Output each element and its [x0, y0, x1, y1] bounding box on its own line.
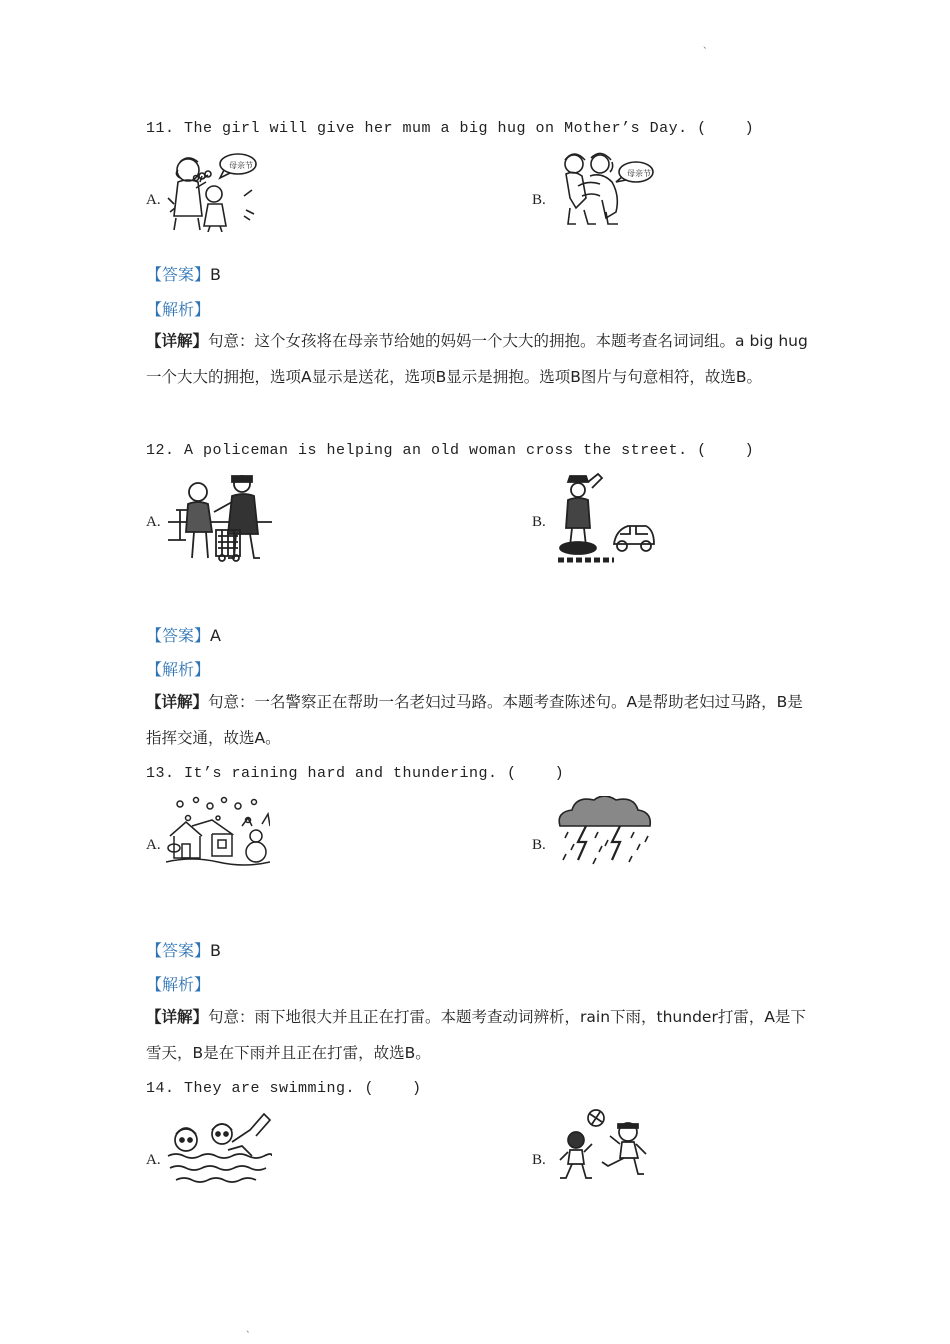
question-13-option-a-label: A.: [146, 837, 161, 853]
header-mark: 、: [703, 41, 713, 51]
question-11-stem: 11. The girl will give her mum a big hug on Mother’s Day. ( ): [146, 120, 755, 137]
question-13-stem: 13. It’s raining hard and thundering. ( ): [146, 765, 565, 782]
question-13-answer: 【答案】B: [146, 941, 221, 960]
question-11-analysis-tag: 【解析】: [146, 300, 211, 319]
question-12-answer: 【答案】A: [146, 626, 221, 645]
question-14-option-b-label: B.: [532, 1152, 546, 1168]
question-12-analysis-tag: 【解析】: [146, 660, 211, 679]
snowy-house-picture: [166, 796, 270, 872]
question-11-answer: 【答案】B: [146, 265, 221, 284]
question-12-detail: 【详解】句意：一名警察正在帮助一名老妇过马路。本题考查陈述句。A是帮助老妇过马路，B是指挥交通，故选A。: [146, 693, 803, 747]
hugging-picture: [554, 150, 656, 230]
question-13-detail: 【详解】句意：雨下地很大并且正在打雷。本题考查动词辨析，rain下雨，thunder打雷，A是下雪天，B是在下雨并且正在打雷，故选B。: [146, 1008, 806, 1062]
swimmers-picture: [166, 1112, 272, 1184]
question-11-bubble-text-a: 母亲节: [229, 161, 253, 170]
question-14-stem: 14. They are swimming. ( ): [146, 1080, 422, 1097]
question-11-bubble-text-b: 母亲节: [627, 169, 651, 178]
question-14-option-a-label: A.: [146, 1152, 161, 1168]
question-12-option-a-label: A.: [146, 514, 161, 530]
question-12-option-b-label: B.: [532, 514, 546, 530]
thunderstorm-cloud-picture: [556, 796, 656, 872]
question-13-option-b-label: B.: [532, 837, 546, 853]
kids-playing-ball-picture: [556, 1106, 656, 1186]
question-11-detail: 【详解】句意：这个女孩将在母亲节给她的妈妈一个大大的拥抱。本题考查名词词组。a big hug 一个大大的拥抱，选项A显示是送花，选项B显示是拥抱。选项B图片与句意相符，故选B。: [146, 332, 808, 386]
flower-giving-picture: [166, 148, 258, 232]
traffic-police-picture: [556, 472, 656, 564]
question-11-option-b-label: B.: [532, 192, 546, 208]
policeman-helping-old-woman-picture: [166, 470, 272, 562]
footer-mark: 、: [246, 1325, 256, 1335]
question-11-option-a-label: A.: [146, 192, 161, 208]
question-13-analysis-tag: 【解析】: [146, 975, 211, 994]
question-12-stem: 12. A policeman is helping an old woman cross the street. ( ): [146, 442, 755, 459]
